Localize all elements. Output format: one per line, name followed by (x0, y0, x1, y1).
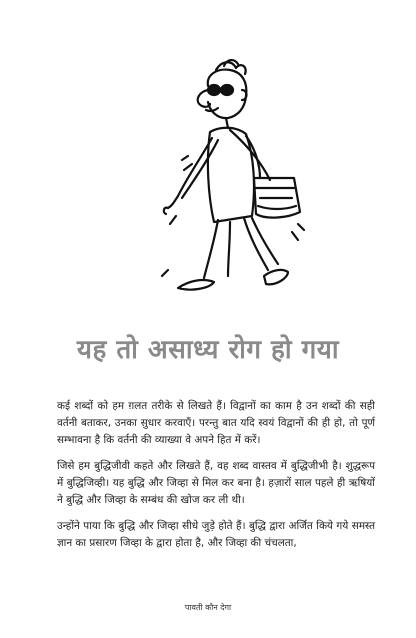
paragraph: कई शब्दों को हम ग़लत तरीके से लिखते हैं। विद्वानों का काम है उन शब्दों की सही वर्तनी बताकर, उनका सुधार करवाएँ। परन्तु बात यदि स्वयं विद्वानों की ही हो, तो पूर्ण सम्भावना है कि वर्तनी की व्याख्या वे अपने हित में करें। (57, 400, 375, 446)
running-footer: पावती कौन देगा (184, 603, 232, 612)
chapter-title: यह तो असाध्य रोग हो गया (76, 335, 340, 365)
paragraph: उन्होंने पाया कि बुद्धि और जिव्हा सीधे जुड़े होते हैं। बुद्धि द्वारा अर्जित किये गये समस्त ज्ञान का प्रसारण जिव्हा के द्वारा होता है, और जिव्हा की चंचलता, (57, 520, 375, 549)
caricature-illustration (148, 56, 308, 306)
body-text (57, 398, 375, 561)
paragraph: जिसे हम बुद्धिजीवी कहते और लिखते हैं, वह शब्द वास्तव में बुद्धिजीभी है। शुद्धरूप में बुद्धिजिव्ही। यह बुद्धि और जिव्हा से मिल कर बना है। हज़ारों साल पहले ही ऋषियों ने बुद्धि और जिव्हा के सम्बंध की खोज कर ली थी। (57, 460, 375, 506)
walking-man-icon (148, 56, 308, 306)
